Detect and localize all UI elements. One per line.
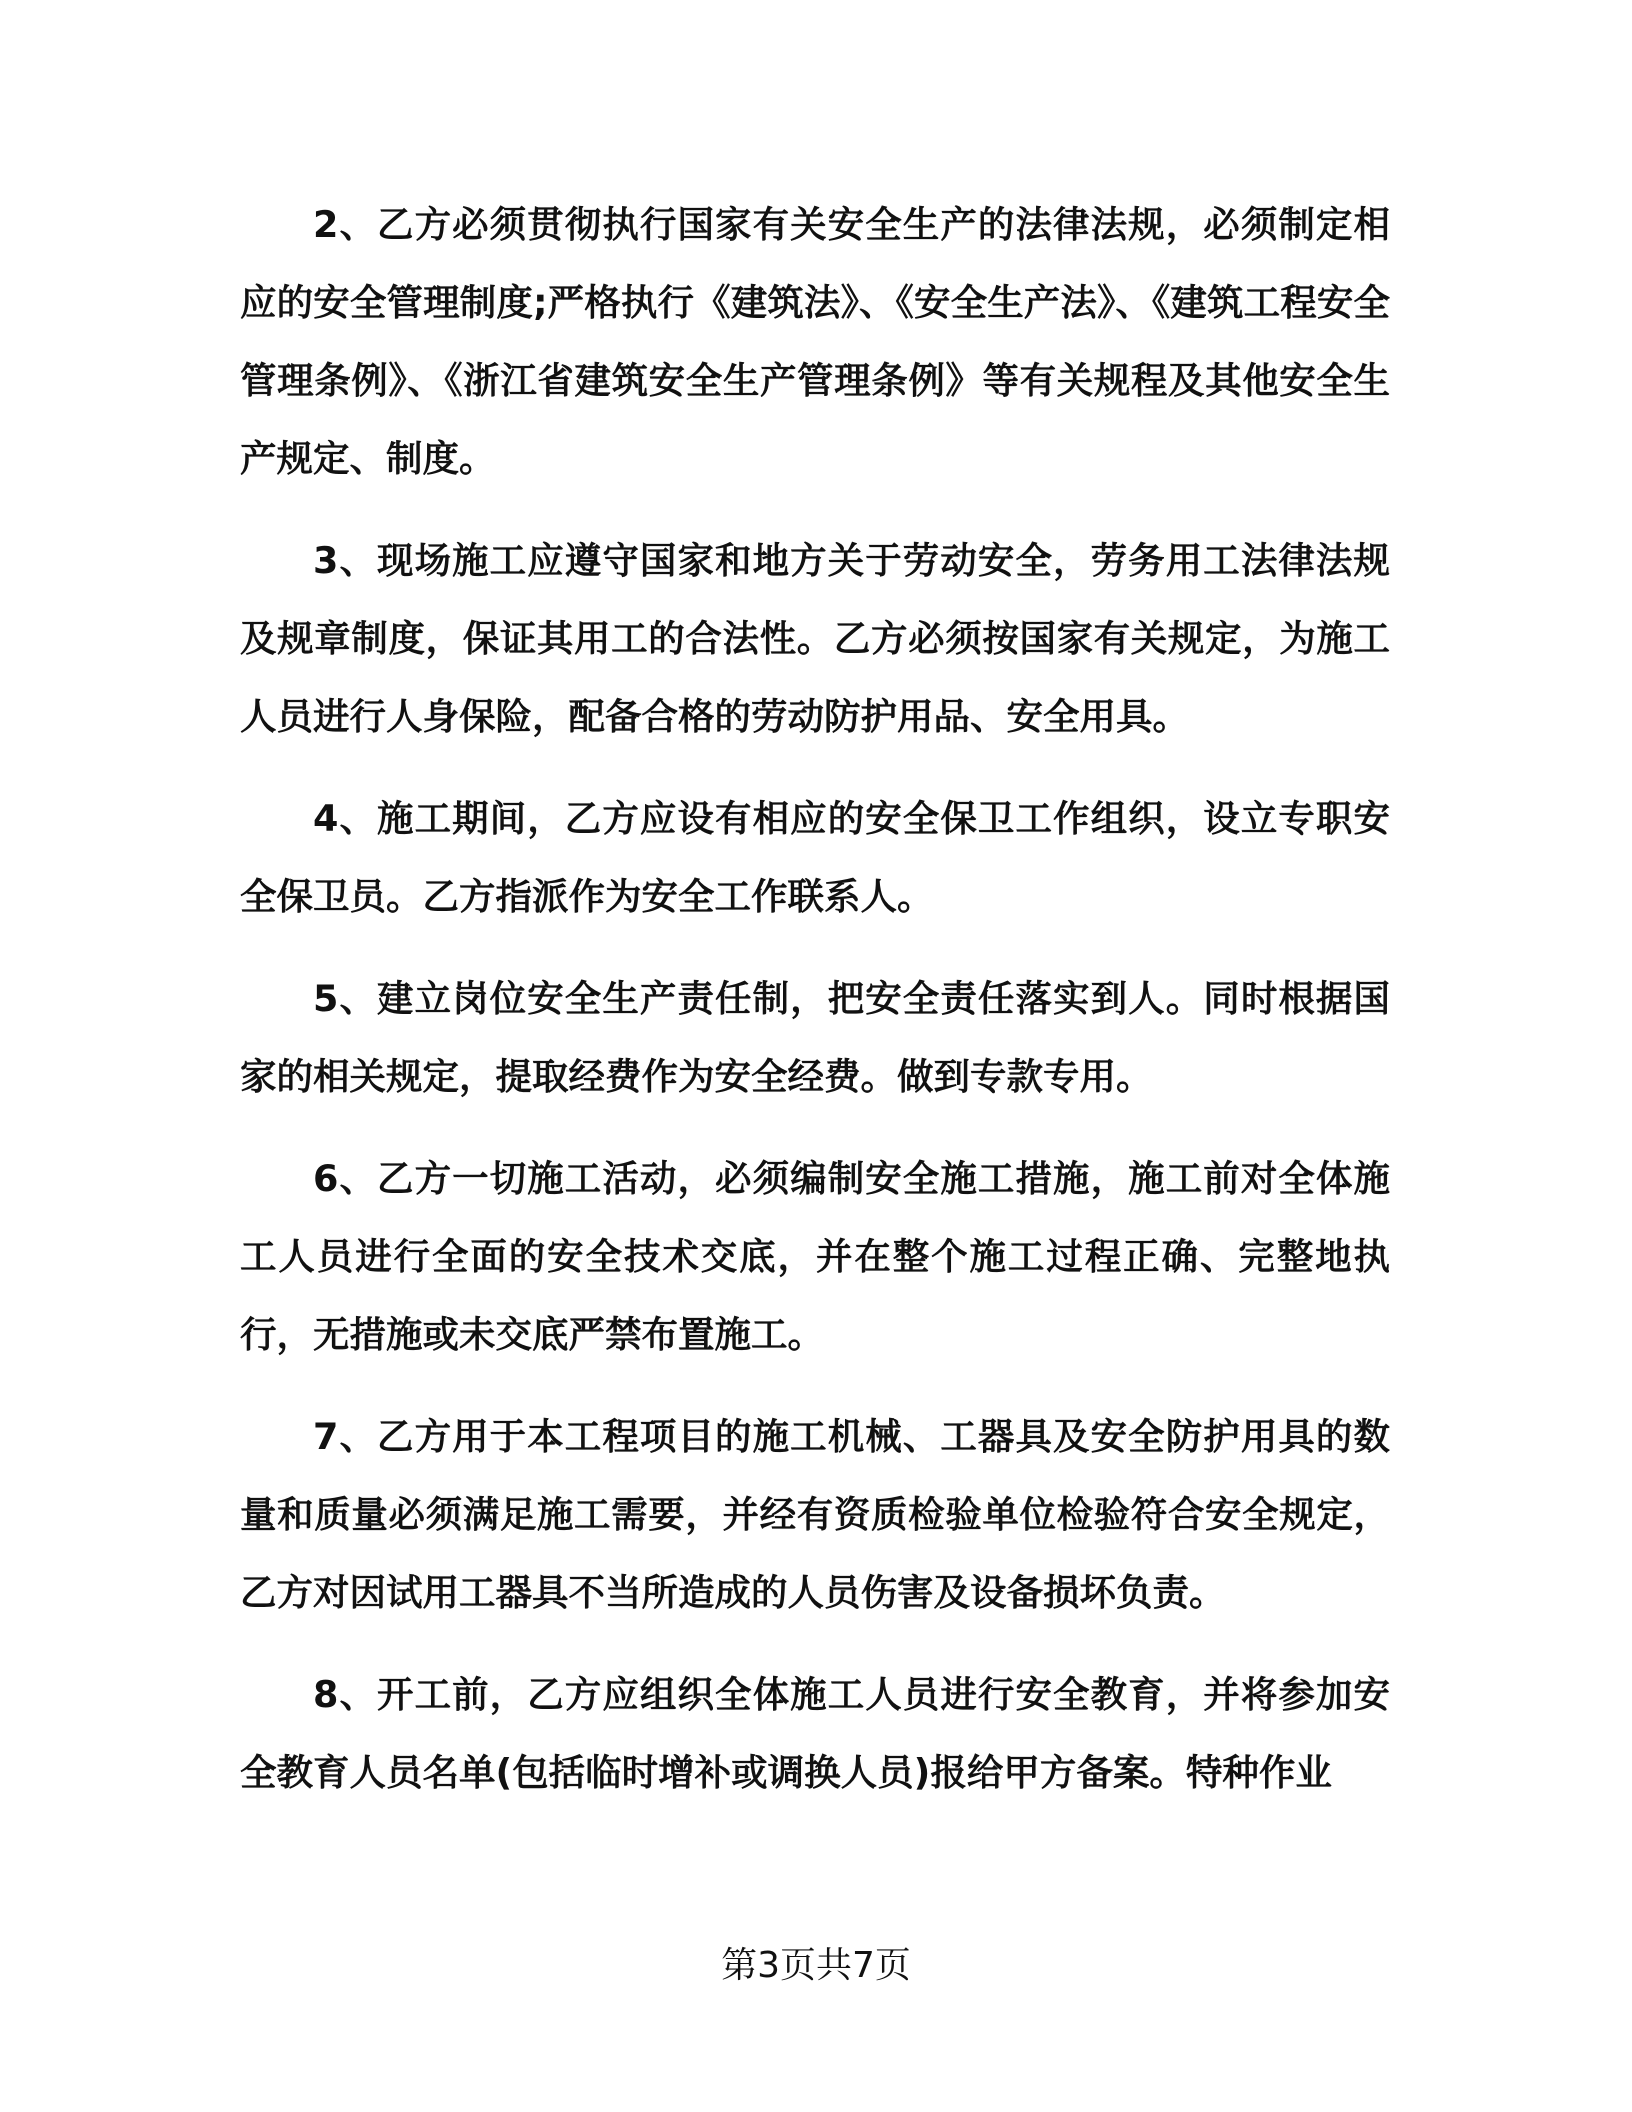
paragraph-7: 7、乙方用于本工程项目的施工机械、工器具及安全防护用具的数量和质量必须满足施工需要，并经有资质检验单位检验符合安全规定，乙方对因试用工器具不当所造成的人员伤害及设备损坏负责。 [240,1415,1390,1614]
paragraph-6: 6、乙方一切施工活动，必须编制安全施工措施，施工前对全体施工人员进行全面的安全技术交底，并在整个施工过程正确、完整地执行，无措施或未交底严禁布置施工。 [240,1157,1390,1356]
document-body [240,186,1390,1836]
paragraph-4: 4、施工期间，乙方应设有相应的安全保卫工作组织，设立专职安全保卫员。乙方指派作为安全工作联系人。 [240,797,1390,918]
paragraph-2: 2、乙方必须贯彻执行国家有关安全生产的法律法规，必须制定相应的安全管理制度;严格执行《建筑法》、《安全生产法》、《建筑工程安全管理条例》、《浙江省建筑安全生产管理条例》等有关规程及其他安全生产规定、制度。 [240,203,1390,480]
page-number-footer: 第3页共7页 [721,1945,911,1986]
paragraph-5: 5、建立岗位安全生产责任制，把安全责任落实到人。同时根据国家的相关规定，提取经费作为安全经费。做到专款专用。 [240,977,1390,1098]
paragraph-3: 3、现场施工应遵守国家和地方关于劳动安全，劳务用工法律法规及规章制度，保证其用工的合法性。乙方必须按国家有关规定，为施工人员进行人身保险，配备合格的劳动防护用品、安全用具。 [240,539,1390,738]
paragraph-8: 8、开工前，乙方应组织全体施工人员进行安全教育，并将参加安全教育人员名单(包括临时增补或调换人员)报给甲方备案。特种作业 [240,1673,1390,1794]
